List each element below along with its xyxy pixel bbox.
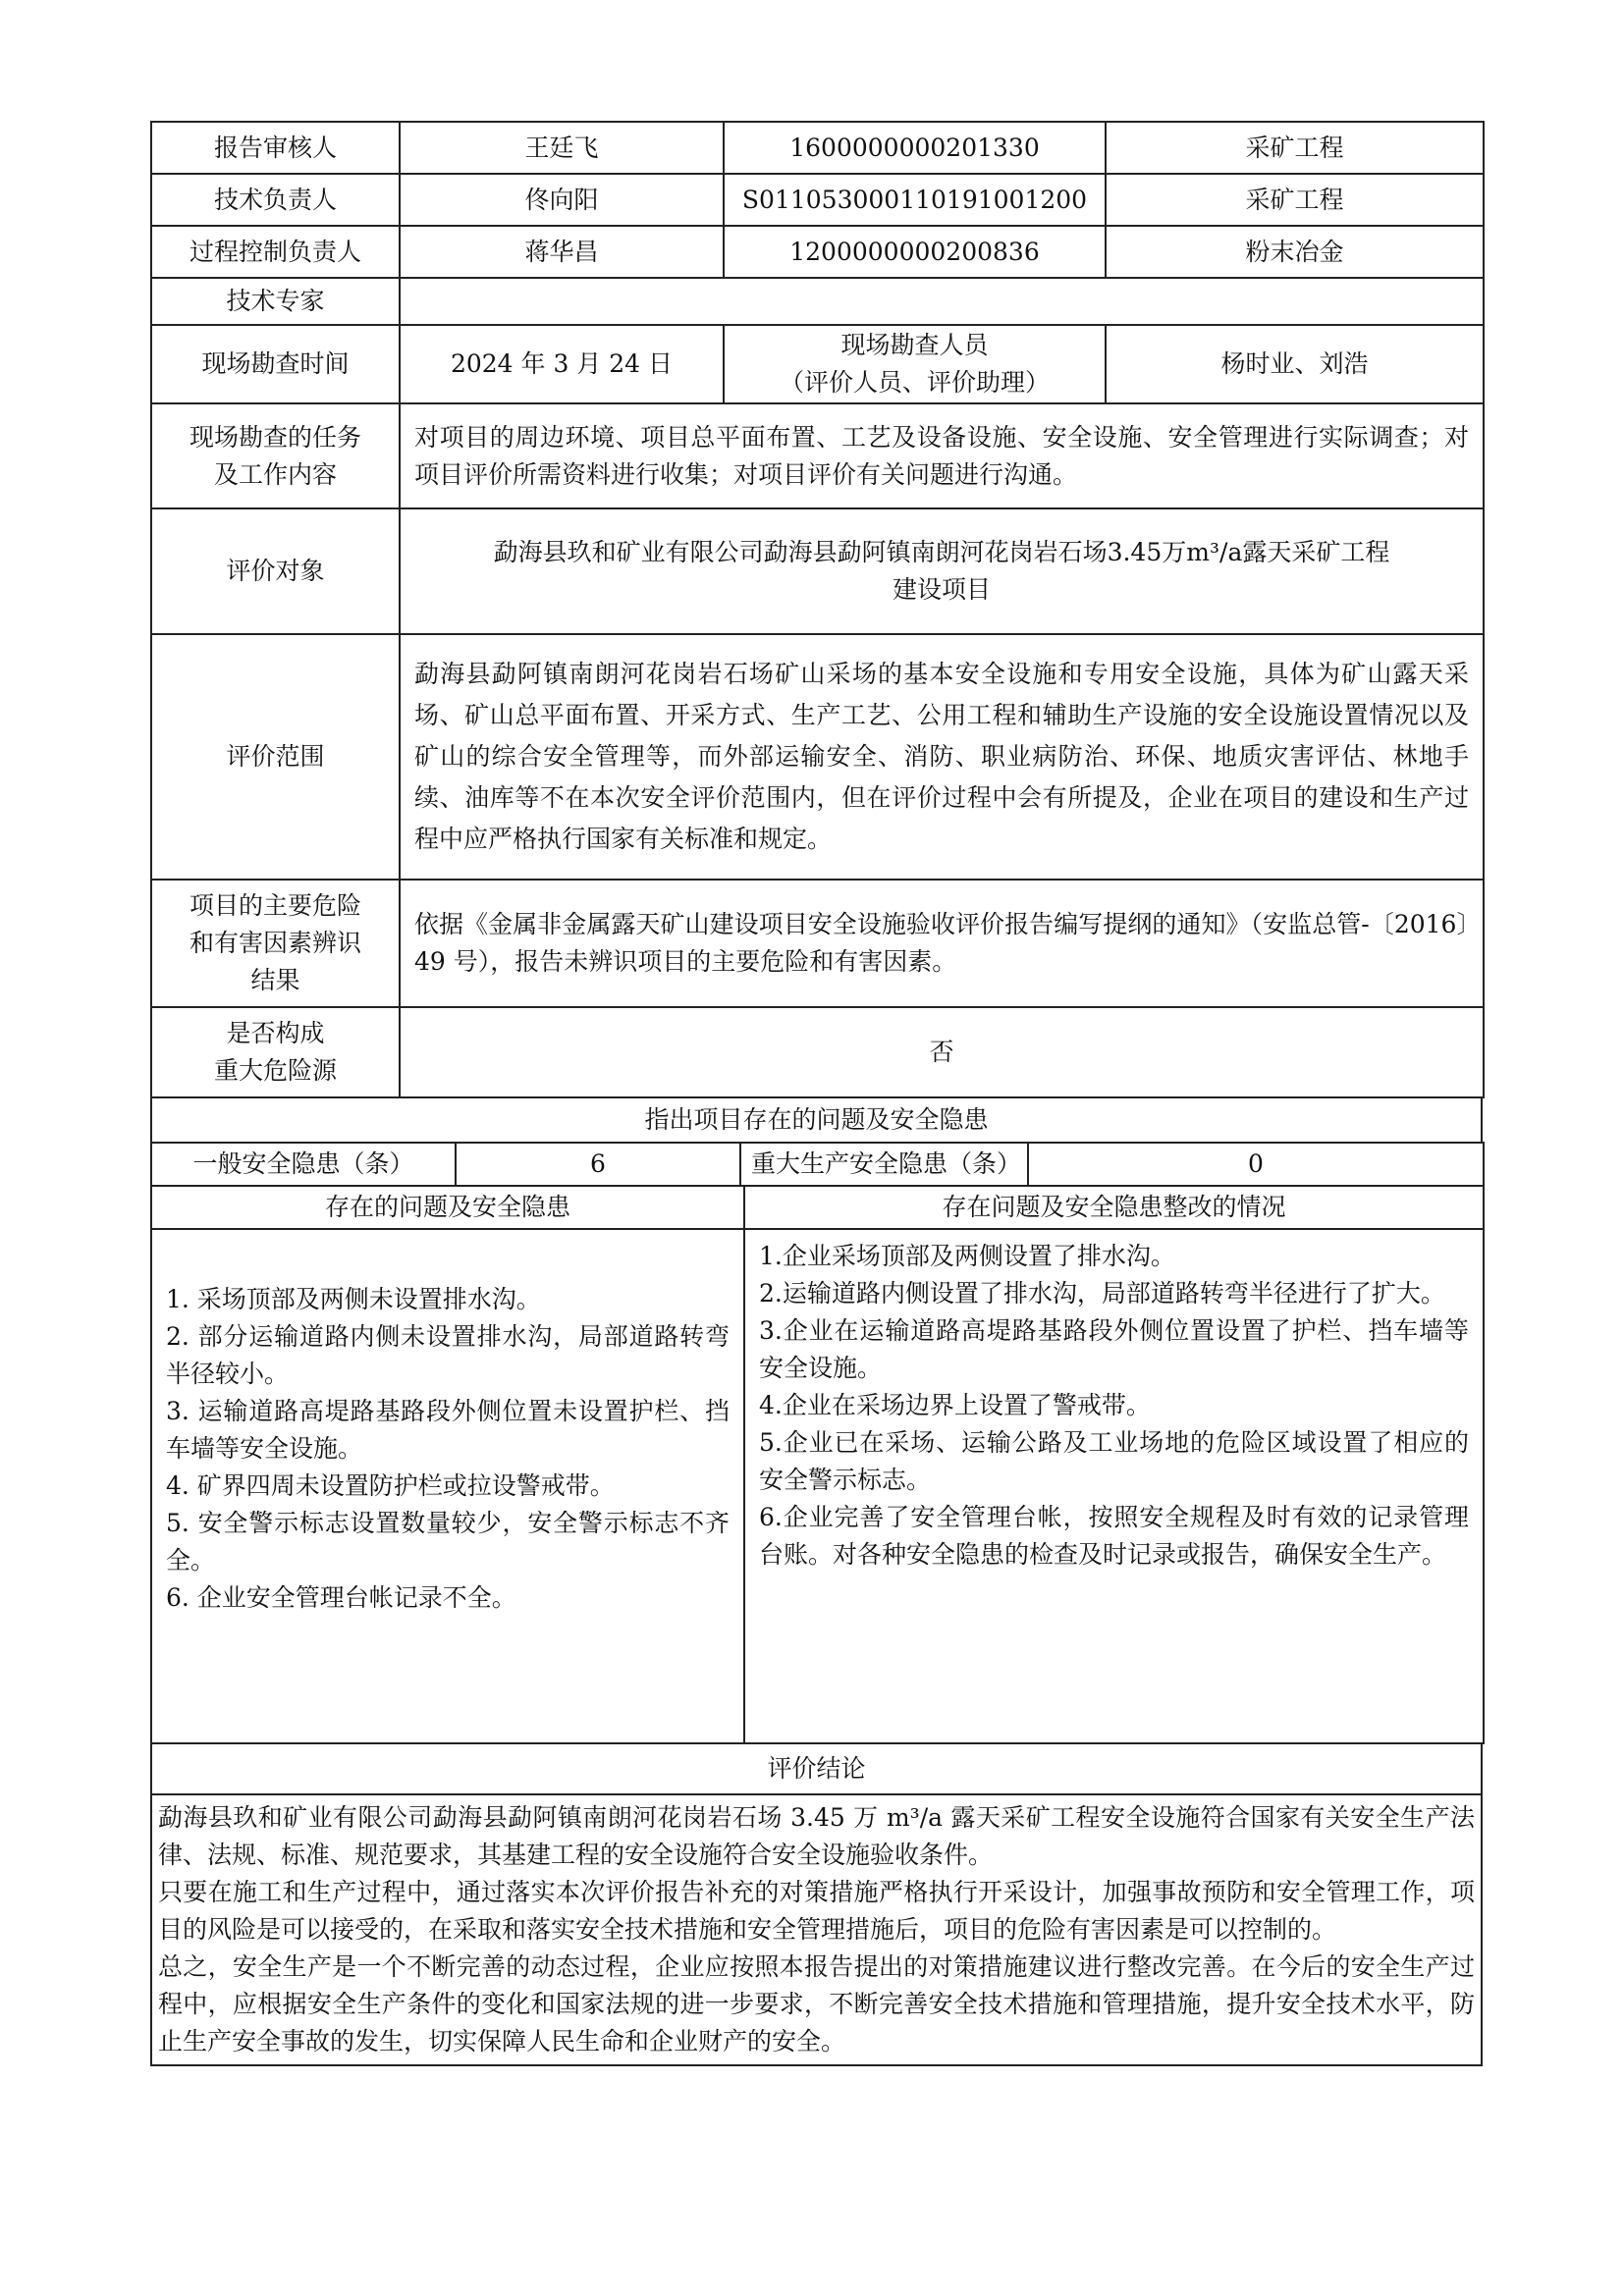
cert-cell: 1600000000201330 xyxy=(724,122,1106,174)
object-label: 评价对象 xyxy=(151,508,400,634)
conclusion-paragraph: 勐海县玖和矿业有限公司勐海县勐阿镇南朗河花岗岩石场 3.45 万 m³/a 露天采矿工程安全设施符合国家有关安全生产法律、法规、标准、规范要求，其基建工程的安全设施符合安全设施验收条件。 xyxy=(158,1803,1475,1869)
scope-text: 勐海县勐阿镇南朗河花岗岩石场矿山采场的基本安全设施和专用安全设施，具体为矿山露天采场、矿山总平面布置、开采方式、生产工艺、公用工程和辅助生产设施的安全设施设置情况以及矿山的综合安全管理等，而外部运输安全、消防、职业病防治、环保、地质灾害评估、林地手续、油库等不在本次安全评价范围内，但在评价过程中会有所提及，企业在项目的建设和生产过程中应严格执行国家有关标准和规定。 xyxy=(400,634,1484,880)
list-item: 1.企业采场顶部及两侧设置了排水沟。 xyxy=(759,1242,1175,1270)
conclusion-paragraph: 总之，安全生产是一个不断完善的动态过程，企业应按照本报告提出的对策措施建议进行整改完善。在今后的安全生产过程中，应根据安全生产条件的变化和国家法规的进一步要求，不断完善安全技术措施和管理措施，提升安全技术水平，防止生产安全事故的发生，切实保障人民生命和企业财产的安全。 xyxy=(158,1952,1475,2056)
cert-cell: 1200000000200836 xyxy=(724,226,1106,278)
tech-expert-row xyxy=(151,278,1484,325)
major-hazard-count: 0 xyxy=(1028,1143,1484,1186)
role-cell: 报告审核人 xyxy=(151,122,400,174)
general-hazard-label: 一般安全隐患（条） xyxy=(151,1143,456,1186)
name-cell: 佟向阳 xyxy=(400,174,724,226)
list-item: 2.运输道路内侧设置了排水沟，局部道路转弯半径进行了扩大。 xyxy=(759,1279,1445,1308)
name-cell: 蒋华昌 xyxy=(400,226,724,278)
major-hazard-value: 否 xyxy=(400,1007,1484,1097)
conclusion-table xyxy=(150,1742,1483,2066)
object-row xyxy=(151,508,1484,634)
conclusion-body xyxy=(151,1794,1482,2065)
survey-time-value: 2024 年 3 月 24 日 xyxy=(400,325,724,403)
major-hazard-row xyxy=(151,1007,1484,1097)
issues-count-table xyxy=(150,1142,1485,1187)
role-cell: 技术负责人 xyxy=(151,174,400,226)
staff-row xyxy=(151,122,1484,174)
general-hazard-count: 6 xyxy=(456,1143,740,1186)
list-item: 5. 安全警示标志设置数量较少，安全警示标志不齐全。 xyxy=(166,1509,730,1575)
rectifications-header: 存在问题及安全隐患整改的情况 xyxy=(744,1186,1484,1229)
name-cell: 王廷飞 xyxy=(400,122,724,174)
major-hazard-count-label: 重大生产安全隐患（条） xyxy=(740,1143,1028,1186)
hazards-text: 依据《金属非金属露天矿山建设项目安全设施验收评价报告编写提纲的通知》（安监总管-〔2016〕49 号），报告未辨识项目的主要危险和有害因素。 xyxy=(400,880,1484,1007)
staff-row xyxy=(151,174,1484,226)
report-page xyxy=(150,121,1483,2066)
cert-cell: S011053000110191001200 xyxy=(724,174,1106,226)
survey-time-label: 现场勘查时间 xyxy=(151,325,400,403)
list-item: 6.企业完善了安全管理台帐，按照安全规程及时有效的记录管理台账。对各种安全隐患的检查及时记录或报告，确保安全生产。 xyxy=(759,1503,1469,1569)
scope-label: 评价范围 xyxy=(151,634,400,880)
object-text: 勐海县玖和矿业有限公司勐海县勐阿镇南朗河花岗岩石场3.45万m³/a露天采矿工程 建设项目 xyxy=(400,508,1484,634)
specialty-cell: 采矿工程 xyxy=(1106,122,1484,174)
survey-row xyxy=(151,325,1484,403)
task-row xyxy=(151,403,1484,508)
hazards-label: 项目的主要危险 和有害因素辨识 结果 xyxy=(151,880,400,1007)
problems-header: 存在的问题及安全隐患 xyxy=(151,1186,744,1229)
tech-expert-label: 技术专家 xyxy=(151,278,400,325)
staff-table xyxy=(150,121,1485,404)
list-item: 2. 部分运输道路内侧未设置排水沟，局部道路转弯半径较小。 xyxy=(166,1322,730,1388)
issues-detail-table xyxy=(150,1185,1485,1744)
task-label: 现场勘查的任务 及工作内容 xyxy=(151,403,400,508)
survey-personnel-value: 杨时业、刘浩 xyxy=(1106,325,1484,403)
specialty-cell: 粉末冶金 xyxy=(1106,226,1484,278)
list-item: 6. 企业安全管理台帐记录不全。 xyxy=(166,1583,516,1612)
task-text: 对项目的周边环境、项目总平面布置、工艺及设备设施、安全设施、安全管理进行实际调查；对项目评价所需资料进行收集；对项目评价有关问题进行沟通。 xyxy=(400,403,1484,508)
conclusion-paragraph: 只要在施工和生产过程中，通过落实本次评价报告补充的对策措施严格执行开采设计，加强事故预防和安全管理工作，项目的风险是可以接受的，在采取和落实安全技术措施和安全管理措施后，项目的危险有害因素是可以控制的。 xyxy=(158,1878,1475,1944)
list-item: 3. 运输道路高堤路基路段外侧位置未设置护栏、挡车墙等安全设施。 xyxy=(166,1397,730,1463)
assessment-table xyxy=(150,402,1485,1098)
rectifications-list xyxy=(744,1229,1484,1743)
major-hazard-label: 是否构成 重大危险源 xyxy=(151,1007,400,1097)
conclusion-title: 评价结论 xyxy=(151,1743,1482,1794)
list-item: 4. 矿界四周未设置防护栏或拉设警戒带。 xyxy=(166,1471,615,1500)
issues-title-table xyxy=(150,1096,1483,1144)
list-item: 4.企业在采场边界上设置了警戒带。 xyxy=(759,1391,1151,1419)
list-item: 5.企业已在采场、运输公路及工业场地的危险区域设置了相应的安全警示标志。 xyxy=(759,1428,1469,1494)
hazards-row xyxy=(151,880,1484,1007)
staff-row xyxy=(151,226,1484,278)
survey-personnel-label: 现场勘查人员 （评价人员、评价助理） xyxy=(724,325,1106,403)
problems-list xyxy=(151,1229,744,1743)
list-item: 3.企业在运输道路高堤路基路段外侧位置设置了护栏、挡车墙等安全设施。 xyxy=(759,1316,1469,1382)
specialty-cell: 采矿工程 xyxy=(1106,174,1484,226)
tech-expert-value xyxy=(400,278,1484,325)
list-item: 1. 采场顶部及两侧未设置排水沟。 xyxy=(166,1285,541,1313)
scope-row xyxy=(151,634,1484,880)
issues-section-title: 指出项目存在的问题及安全隐患 xyxy=(151,1097,1482,1143)
role-cell: 过程控制负责人 xyxy=(151,226,400,278)
